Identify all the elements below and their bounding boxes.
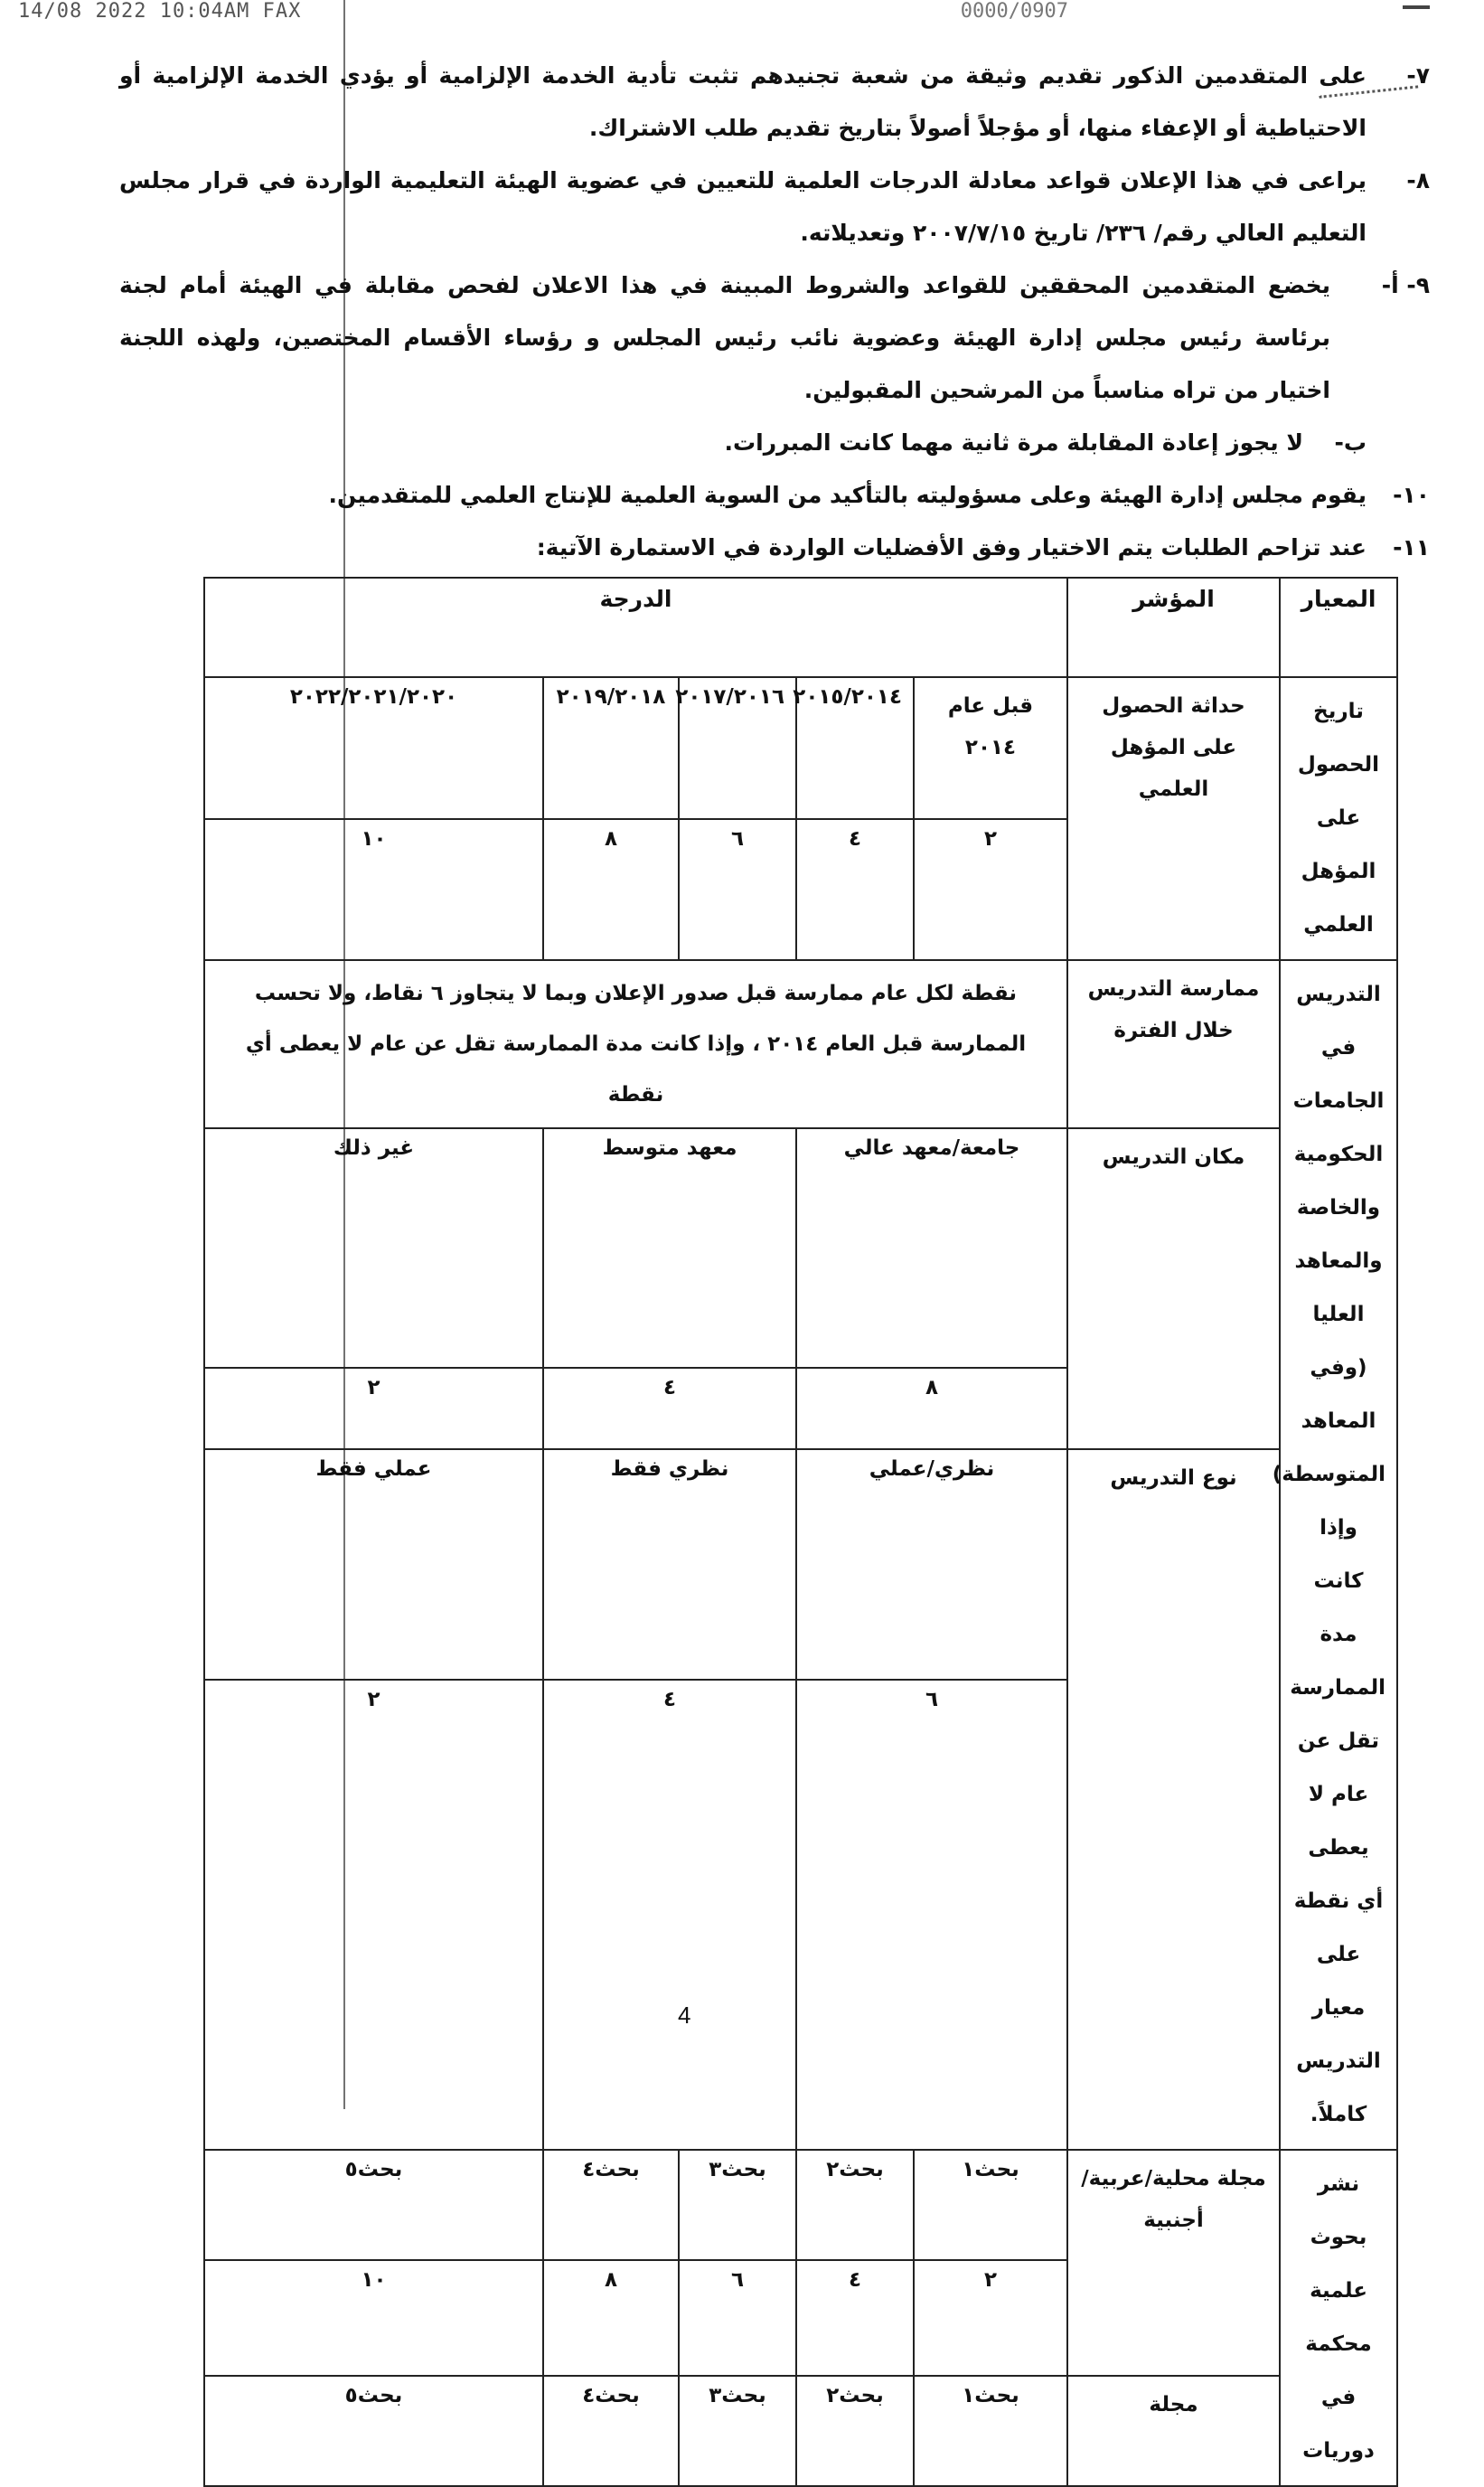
paragraph-10 (119, 469, 1430, 522)
score-cell: ٢ (914, 2260, 1067, 2377)
score-cell: ٨ (796, 1368, 1067, 1449)
table-row (204, 2376, 1397, 2486)
research-cell: بحث٥ (204, 2376, 543, 2486)
paragraph-8 (119, 155, 1430, 259)
paragraph-number: ب- (1334, 429, 1367, 456)
score-cell: ٤ (543, 1680, 796, 2150)
score-cell: ٦ (679, 2260, 796, 2377)
criterion-teaching: التدريس في الجامعات الحكومية والخاصة والمعاهد العليا (وفي المعاهد المتوسطة) وإذا كانت مدة الممارسة تقل عن عام لا يعطى أي نقطة على معيار التدريس كاملاً. (1280, 960, 1397, 2150)
paragraph-9b (119, 417, 1430, 469)
fax-stamp: 14/08 2022 10:04AM FAX (18, 0, 302, 23)
paragraph-9a (119, 259, 1430, 417)
indicator-journal: مجلة محلية/عربية/أجنبية (1067, 2150, 1280, 2376)
paragraph-number: ٩- أ- (1381, 272, 1430, 298)
paragraph-number: ٧- (1406, 62, 1430, 89)
paragraph-number: ١٠- (1393, 482, 1430, 508)
paragraph-7 (119, 50, 1430, 155)
period-cell: ٢٠١٥/٢٠١٤ (796, 677, 914, 819)
period-cell: ٢٠١٩/٢٠١٨ (543, 677, 679, 819)
period-cell: قبل عام ٢٠١٤ (914, 677, 1067, 819)
place-option: معهد متوسط (543, 1128, 796, 1368)
score-cell: ٦ (679, 819, 796, 961)
research-cell: بحث٤ (543, 2150, 679, 2260)
research-cell: بحث١ (914, 2376, 1067, 2486)
terms-list (119, 50, 1430, 574)
type-option: نظري/عملي (796, 1449, 1067, 1680)
paragraph-number: ٨- (1406, 167, 1430, 193)
score-cell: ٤ (543, 1368, 796, 1449)
paragraph-text: لا يجوز إعادة المقابلة مرة ثانية مهما كانت المبررات. (724, 429, 1303, 456)
research-cell: بحث٢ (796, 2376, 914, 2486)
table-header-row (204, 578, 1397, 677)
table-row (204, 960, 1397, 1128)
indicator-practice: ممارسة التدريس خلال الفترة (1067, 960, 1280, 1128)
period-cell: ٢٠٢٢/٢٠٢١/٢٠٢٠ (204, 677, 543, 819)
paragraph-text: يخضع المتقدمين المحققين للقواعد والشروط المبينة في هذا الاعلان لفحص مقابلة في الهيئة أمام لجنة برئاسة رئيس مجلس إدارة الهيئة وعضوية نائب رئيس المجلس و رؤساء الأقسام المختصين، ولهذه اللجنة اختيار من تراه مناسباً من المرشحين المقبولين. (119, 272, 1330, 403)
type-option: عملي فقط (204, 1449, 543, 1680)
score-cell: ٤ (796, 819, 914, 961)
research-cell: بحث٥ (204, 2150, 543, 2260)
research-cell: بحث٢ (796, 2150, 914, 2260)
score-cell: ١٠ (204, 2260, 543, 2377)
indicator-journal-2: مجلة (1067, 2376, 1280, 2486)
indicator-teaching-type: نوع التدريس (1067, 1449, 1280, 2150)
research-cell: بحث٣ (679, 2376, 796, 2486)
period-cell: ٢٠١٧/٢٠١٦ (679, 677, 796, 819)
score-cell: ٨ (543, 2260, 679, 2377)
paragraph-number: ١١- (1393, 534, 1430, 561)
score-cell: ٦ (796, 1680, 1067, 2150)
table-row (204, 1128, 1397, 1368)
indicator-qualification-recency: حداثة الحصول على المؤهل العلمي (1067, 677, 1280, 960)
corner-mark (1403, 5, 1430, 9)
paragraph-text: يراعى في هذا الإعلان قواعد معادلة الدرجات العلمية للتعيين في عضوية الهيئة التعليمية الواردة في قرار مجلس التعليم العالي رقم/ ٢٣٦/ تاريخ ٢٠٠٧/٧/١٥ وتعديلاته. (119, 167, 1367, 246)
header-degree: الدرجة (204, 578, 1067, 677)
practice-rule-text: نقطة لكل عام ممارسة قبل صدور الإعلان وبما لا يتجاوز ٦ نقاط، ولا تحسب الممارسة قبل العام ٢٠١٤ ، وإذا كانت مدة الممارسة تقل عن عام لا يعطى أي نقطة (204, 960, 1067, 1128)
score-cell: ٤ (796, 2260, 914, 2377)
paragraph-11 (119, 522, 1430, 574)
place-option: غير ذلك (204, 1128, 543, 1368)
table-row (204, 2150, 1397, 2260)
score-cell: ٨ (543, 819, 679, 961)
paragraph-text: عند تزاحم الطلبات يتم الاختيار وفق الأفضليات الواردة في الاستمارة الآتية: (536, 534, 1367, 561)
research-cell: بحث١ (914, 2150, 1067, 2260)
criterion-qualification-date: تاريخ الحصول على المؤهل العلمي (1280, 677, 1397, 960)
header-indicator: المؤشر (1067, 578, 1280, 677)
criterion-research: نشر بحوث علمية محكمة في دوريات (1280, 2150, 1397, 2486)
preferences-form-table (203, 577, 1398, 2487)
score-cell: ٢ (204, 1680, 543, 2150)
header-criterion: المعيار (1280, 578, 1397, 677)
type-option: نظري فقط (543, 1449, 796, 1680)
research-cell: بحث٣ (679, 2150, 796, 2260)
score-cell: ٢ (204, 1368, 543, 1449)
paragraph-text: يقوم مجلس إدارة الهيئة وعلى مسؤوليته بالتأكيد من السوية العلمية للإنتاج العلمي للمتقدمين. (328, 482, 1367, 508)
page-number: 4 (678, 2002, 691, 2029)
fax-number: 0000/0907 (960, 0, 1068, 23)
paragraph-text: على المتقدمين الذكور تقديم وثيقة من شعبة تجنيدهم تثبت تأدية الخدمة الإلزامية أو يؤدي الخدمة الإلزامية أو الاحتياطية أو الإعفاء منها، أو مؤجلاً أصولاً بتاريخ تقديم طلب الاشتراك. (119, 62, 1367, 141)
score-cell: ١٠ (204, 819, 543, 961)
place-option: جامعة/معهد عالي (796, 1128, 1067, 1368)
indicator-teaching-place: مكان التدريس (1067, 1128, 1280, 1449)
score-cell: ٢ (914, 819, 1067, 961)
research-cell: بحث٤ (543, 2376, 679, 2486)
table-row (204, 1449, 1397, 1680)
table-row (204, 677, 1397, 819)
